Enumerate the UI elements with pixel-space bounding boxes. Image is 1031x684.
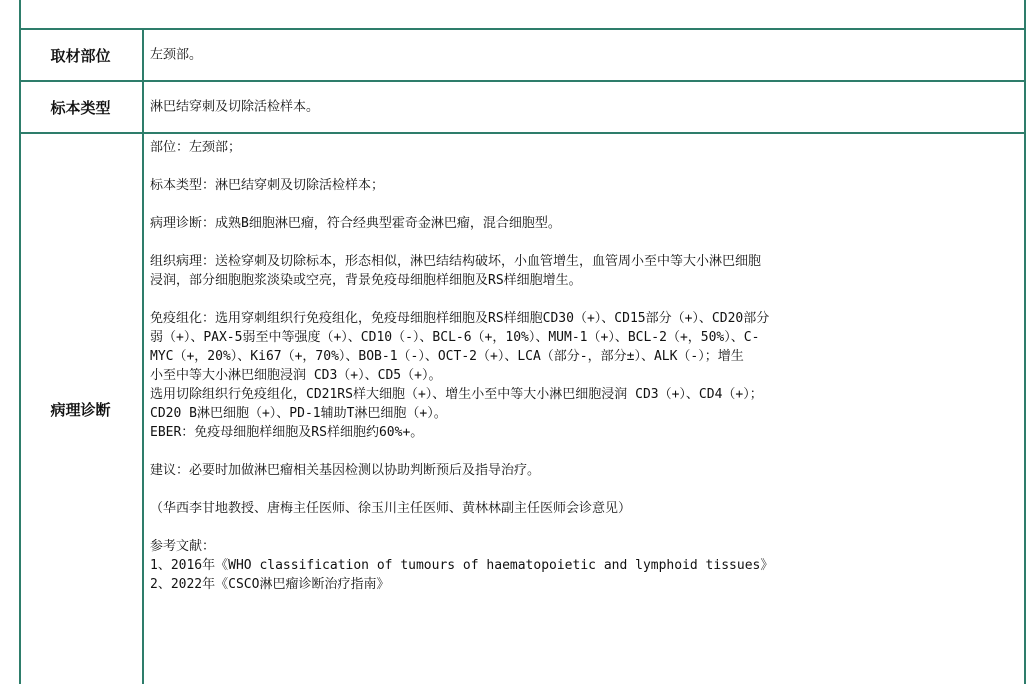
diag-ihc-line: 小至中等大小淋巴细胞浸润 CD3（+）、CD5（+）。 <box>150 368 442 383</box>
specimen-type-label: 标本类型 <box>19 82 144 132</box>
site-label: 取材部位 <box>19 30 144 80</box>
diag-ihc-line: CD20 B淋巴细胞（+）、PD-1辅助T淋巴细胞（+）。 <box>150 406 447 421</box>
reference-item: 2、2022年《CSCO淋巴瘤诊断治疗指南》 <box>150 577 390 592</box>
diag-ihc-line: 弱（+）、PAX-5弱至中等强度（+）、CD10（-）、BCL-6（+，10%）、MUM-1（+）、BCL-2（+，50%）、C- <box>150 330 760 345</box>
diag-ihc-line: MYC（+，20%）、Ki67（+，70%）、BOB-1（-）、OCT-2（+）、LCA（部分-，部分±）、ALK（-）；增生 <box>150 349 744 364</box>
row-pathology-diagnosis <box>19 132 1026 684</box>
specimen-type-value: 淋巴结穿刺及切除活检样本。 <box>150 99 320 115</box>
row-site <box>19 28 1026 80</box>
diag-specimen-line: 标本类型：淋巴结穿刺及切除活检样本； <box>150 178 385 193</box>
diag-histology-line: 组织病理：送检穿刺及切除标本，形态相似，淋巴结结构破坏，小血管增生，血管周小至中等大小淋巴细胞 <box>150 254 762 269</box>
refs-title: 参考文献： <box>150 539 216 554</box>
diag-eber-line: EBER：免疫母细胞样细胞及RS样细胞约60%+。 <box>150 425 424 440</box>
diag-ihc-line: 选用切除组织行免疫组化，CD21RS样大细胞（+）、增生小至中等大小淋巴细胞浸润 CD3（+）、CD4（+）； <box>150 387 763 402</box>
row-specimen-type <box>19 80 1026 132</box>
diag-diagnosis-line: 病理诊断：成熟B细胞淋巴瘤，符合经典型霍奇金淋巴瘤，混合细胞型。 <box>150 216 561 231</box>
diag-advice-line: 建议：必要时加做淋巴瘤相关基因检测以协助判断预后及指导治疗。 <box>150 463 541 478</box>
reference-item: 1、2016年《WHO classification of tumours of haematopoietic and lymphoid tissues》 <box>150 558 774 573</box>
diag-histology-line: 浸润，部分细胞胞浆淡染或空亮，背景免疫母细胞样细胞及RS样细胞增生。 <box>150 273 582 288</box>
site-value: 左颈部。 <box>150 47 203 63</box>
diag-site-line: 部位：左颈部； <box>150 140 242 155</box>
pathology-text <box>150 138 1018 594</box>
diag-consult-line: （华西李甘地教授、唐梅主任医师、徐玉川主任医师、黄林林副主任医师会诊意见） <box>150 501 632 516</box>
diag-ihc-line: 免疫组化：选用穿刺组织行免疫组化，免疫母细胞样细胞及RS样细胞CD30（+）、CD15部分（+）、CD20部分 <box>150 311 770 326</box>
pathology-label: 病理诊断 <box>19 134 144 684</box>
